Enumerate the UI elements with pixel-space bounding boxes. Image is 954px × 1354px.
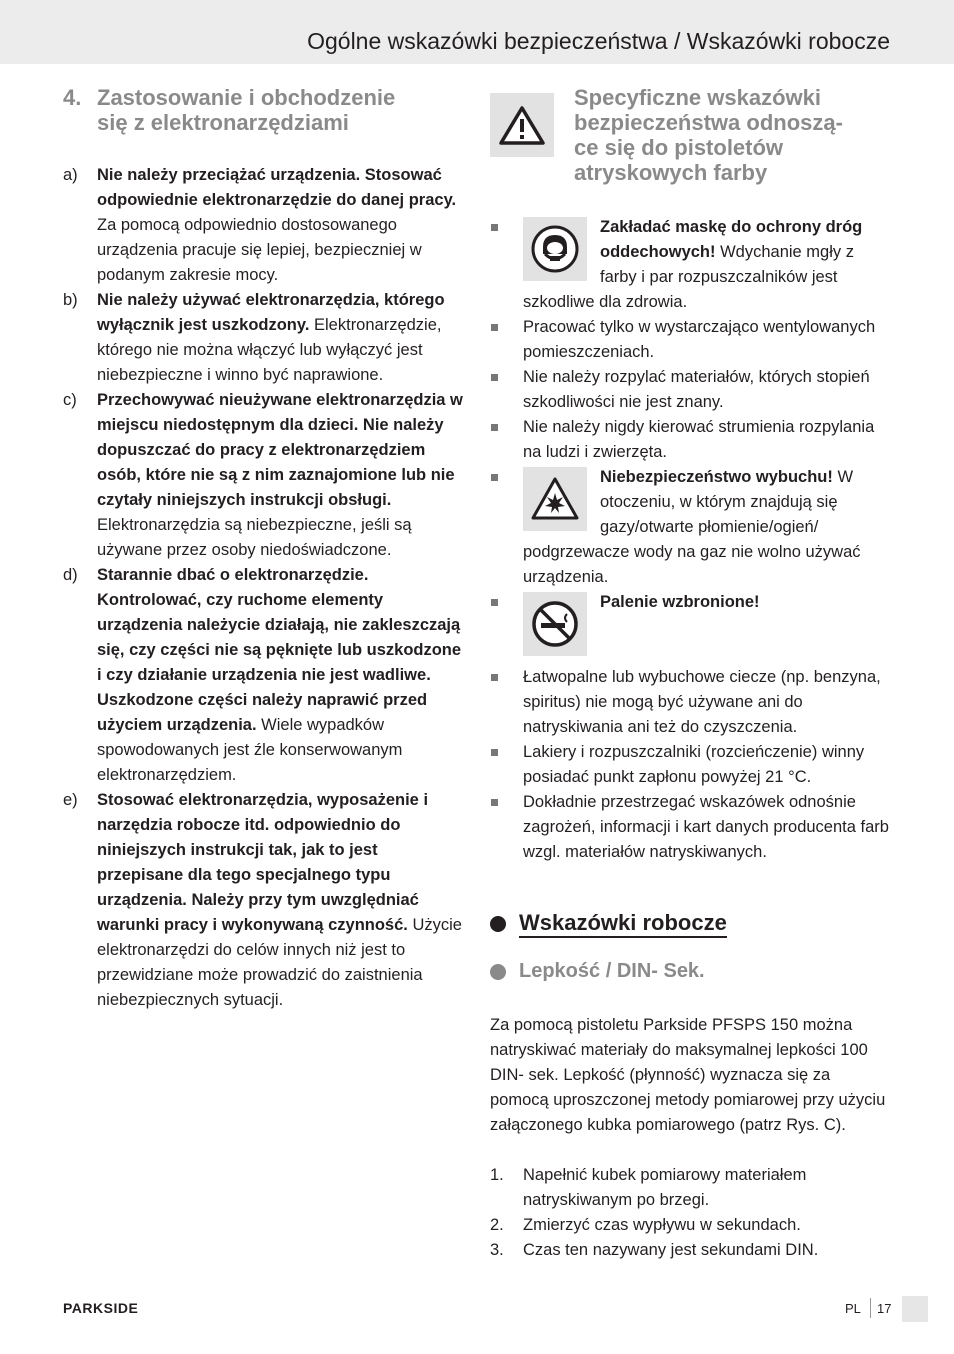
list-item — [490, 740, 892, 790]
heading-bullet-dot — [490, 964, 506, 980]
warning-title-line: Specyficzne wskazówki — [574, 85, 821, 110]
step-number: 3. — [490, 1241, 504, 1259]
bullet-square — [490, 315, 523, 365]
viscosity-heading-text: Lepkość / DIN- Sek. — [519, 960, 705, 982]
list-item — [63, 288, 465, 388]
brand-logo: PARKSIDE — [63, 1300, 139, 1316]
bullet-square — [490, 665, 523, 740]
footer-tab-block — [902, 1296, 928, 1322]
list-item — [490, 790, 892, 865]
step-text: Czas ten nazywany jest sekundami DIN. — [523, 1241, 819, 1259]
list-item — [63, 788, 465, 1013]
warning-title-line: bezpieczeństwa odnoszą- — [574, 110, 843, 135]
item-letter: b) — [63, 291, 78, 309]
list-item — [63, 563, 465, 788]
section-title-line2: się z elektronarzędziami — [97, 110, 349, 135]
heading-bullet-dot — [490, 916, 506, 932]
item-text: Wiele wypadków spowodowanych jest źle konserwowanym elektronarzędziem. — [97, 716, 403, 784]
step-number: 2. — [490, 1216, 504, 1234]
item-bold-text: Przechowywać nieużywane elektronarzędzia w miejscu niedostępnym dla dzieci. Nie należy dopuszczać do pracy z elektronarzędziem osób, które nie są z nim zaznajomione lub nie czytały niniejszych instrukcji obsługi. — [97, 391, 463, 509]
item-letter: d) — [63, 566, 78, 584]
numbered-step — [490, 1163, 892, 1213]
step-text: Napełnić kubek pomiarowy materiałem natryskiwanym po brzegi. — [523, 1166, 807, 1209]
bullet-text: Łatwopalne lub wybuchowe ciecze (np. benzyna, spiritus) nie mogą być używane ani do natryskiwania ani też do czyszczenia. — [523, 668, 881, 736]
warning-title-line: atryskowych farby — [574, 160, 768, 185]
section-title-line1: Zastosowanie i obchodzenie — [97, 85, 396, 110]
language-code: PL — [845, 1301, 861, 1316]
bullet-text: Nie należy rozpylać materiałów, których stopień szkodliwości nie jest znany. — [523, 368, 870, 411]
step-number: 1. — [490, 1166, 504, 1184]
list-item — [63, 163, 465, 288]
list-item — [490, 590, 892, 665]
right-column — [490, 85, 892, 1263]
bullet-square — [490, 215, 523, 315]
bullet-text: Wdychanie mgły z farby i par rozpuszczalników jest szkodliwe dla zdrowia. — [523, 243, 854, 311]
bullet-text: Lakiery i rozpuszczalniki (rozcieńczenie) winny posiadać punkt zapłonu powyżej 21 °C. — [523, 743, 865, 786]
list-item — [490, 365, 892, 415]
item-letter: e) — [63, 791, 78, 809]
no-smoking-icon — [523, 592, 587, 656]
item-text: Użycie elektronarzędzi do celów innych niż jest to przewidziane może prowadzić do zaistnienia niebezpiecznych sytuacji. — [97, 916, 462, 1009]
bullet-square — [490, 740, 523, 790]
warning-triangle-icon — [490, 93, 554, 157]
bullet-bold-text: Palenie wzbronione! — [600, 593, 760, 611]
bullet-bold-text: Niebezpieczeństwo wybuchu! — [600, 468, 833, 486]
page-number: 17 — [877, 1301, 892, 1316]
footer-divider — [870, 1298, 871, 1318]
bullet-text: Dokładnie przestrzegać wskazówek odnośnie zagrożeń, informacji i kart danych producenta farb wzgl. materiałów natryskiwanych. — [523, 793, 889, 861]
item-letter: c) — [63, 391, 77, 409]
item-text: Elektronarzędzia są niebezpieczne, jeśli są używane przez osoby niedoświadczone. — [97, 516, 412, 559]
warning-title-line: ce się do pistoletów — [574, 135, 784, 160]
bullet-text: W otoczeniu, w którym znajdują się gazy/otwarte płomienie/ogień/ podgrzewacze wody na gaz nie wolno używać urządzenia. — [523, 468, 861, 586]
item-bold-text: Stosować elektronarzędzia, wyposażenie i narzędzia robocze itd. odpowiednio do niniejszych instrukcji tak, jak to jest przepisane dla tego specjalnego typu urządzenia. Należy przy tym uwzględniać warunki pracy i wykonywaną czynność. — [97, 791, 429, 934]
list-item — [490, 465, 892, 590]
list-item — [490, 415, 892, 465]
list-item — [63, 388, 465, 563]
item-letter: a) — [63, 166, 78, 184]
list-item — [490, 315, 892, 365]
item-text: Za pomocą odpowiednio dostosowanego urządzenia pracuje się lepiej, bezpieczniej w podanym zakresie mocy. — [97, 216, 422, 284]
bullet-text: Pracować tylko w wystarczająco wentylowanych pomieszczeniach. — [523, 318, 876, 361]
page-title: Ogólne wskazówki bezpieczeństwa / Wskazówki robocze — [307, 28, 890, 54]
section-number: 4. — [63, 85, 82, 110]
section-heading — [63, 85, 465, 135]
work-heading — [490, 909, 892, 938]
respirator-mask-icon — [523, 217, 587, 281]
numbered-step — [490, 1238, 892, 1263]
warning-heading — [490, 85, 892, 185]
item-bold-text: Starannie dbać o elektronarzędzie. Kontrolować, czy ruchome elementy urządzenia należycie działają, nie zakleszczają się, czy części nie są pęknięte lub uszkodzone i czy działanie urządzenia nie jest wadliwe. Uszkodzone części należy naprawić przed użyciem urządzenia. — [97, 566, 462, 734]
explosion-warning-icon — [523, 467, 587, 531]
bullet-bold-text: Zakładać maskę do ochrony dróg oddechowych! — [600, 218, 863, 261]
work-heading-text: Wskazówki robocze — [519, 909, 727, 938]
bullet-square — [490, 415, 523, 465]
bullet-text: Nie należy nigdy kierować strumienia rozpylania na ludzi i zwierzęta. — [523, 418, 875, 461]
left-column — [63, 85, 465, 1013]
viscosity-paragraph: Za pomocą pistoletu Parkside PFSPS 150 można natryskiwać materiały do maksymalnej lepkości 100 DIN- sek. Lepkość (płynność) wyznacza się za pomocą uproszczonej metody pomiarowej przy użyciu załączonego kubka pomiarowego (patrz Rys. C). — [490, 1016, 886, 1134]
step-text: Zmierzyć czas wypływu w sekundach. — [523, 1216, 801, 1234]
bullet-square — [490, 790, 523, 865]
list-item — [490, 215, 892, 315]
bullet-square — [490, 590, 523, 665]
item-text: Elektronarzędzie, którego nie można włączyć lub wyłączyć jest niebezpieczne i winno być naprawione. — [97, 316, 442, 384]
item-bold-text: Nie należy przeciążać urządzenia. Stosować odpowiednie elektronarzędzie do danej pracy. — [97, 166, 457, 209]
numbered-step — [490, 1213, 892, 1238]
item-bold-text: Nie należy używać elektronarzędzia, którego wyłącznik jest uszkodzony. — [97, 291, 445, 334]
bullet-square — [490, 465, 523, 590]
list-item — [490, 665, 892, 740]
bullet-square — [490, 365, 523, 415]
viscosity-heading — [490, 960, 892, 983]
